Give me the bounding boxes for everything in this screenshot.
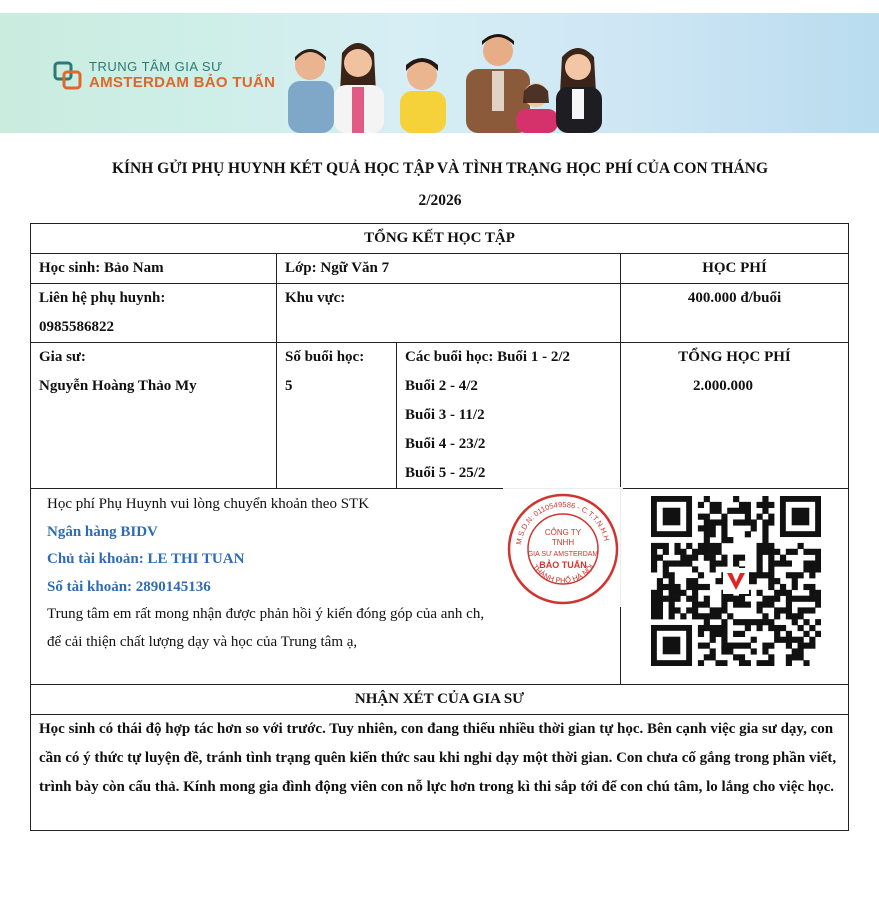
session-item: Các buổi học: Buổi 1 - 2/2: [405, 349, 571, 365]
parent-contact-cell: [31, 284, 277, 343]
svg-text:BẢO TUẤN: BẢO TUẤN: [539, 560, 587, 570]
summary-header: TỔNG KẾT HỌC TẬP: [31, 224, 849, 254]
stamp-ring-text: M.S.D.N: 0110549586 - C.T.T.N.H.H: [514, 499, 612, 546]
account-number: Số tài khoản: 2890145136: [47, 578, 211, 595]
qr-cell: [621, 489, 849, 685]
logo-line-2: AMSTERDAM BẢO TUẤN: [89, 74, 276, 91]
student-name: Học sinh: Bảo Nam: [31, 254, 277, 284]
area-cell: [277, 284, 621, 343]
company-stamp: [503, 487, 623, 607]
total-fee-cell: [621, 343, 849, 489]
sessions-cell: [277, 343, 397, 489]
parent-contact-label: Liên hệ phụ huynh:: [39, 290, 166, 306]
payment-intro: Học phí Phụ Huynh vui lòng chuyển khoản theo STK: [47, 496, 370, 512]
person-2: [334, 43, 384, 133]
class-name: Lớp: Ngữ Văn 7: [277, 254, 621, 284]
person-3: [400, 58, 446, 133]
svg-text:CÔNG TY: CÔNG TY: [544, 528, 582, 537]
session-item: Buổi 2 - 4/2: [405, 378, 478, 394]
bank-name: Ngân hàng BIDV: [47, 523, 158, 540]
parent-contact-phone: 0985586822: [39, 319, 114, 335]
banner-people-photo: [270, 13, 610, 133]
tutor-name: Nguyễn Hoàng Thảo My: [39, 378, 197, 394]
total-fee-label: TỔNG HỌC PHÍ: [678, 349, 791, 365]
sessions-label: Số buổi học:: [285, 349, 365, 365]
report-table: [30, 223, 849, 831]
qr-code-icon[interactable]: [651, 496, 821, 666]
document-title-month: 2/2026: [418, 192, 462, 209]
svg-text:TNHH: TNHH: [551, 538, 575, 547]
account-holder: Chủ tài khoản: LE THI TUAN: [47, 551, 245, 567]
session-list-cell: [397, 343, 621, 489]
svg-text:GIA SƯ AMSTERDAM: GIA SƯ AMSTERDAM: [527, 551, 599, 558]
total-fee-value: 2.000.000: [693, 378, 753, 394]
document-title: KÍNH GỬI PHỤ HUYNH KÉT QUẢ HỌC TẬP VÀ TÌNH TRẠNG HỌC PHÍ CỦA CON THÁNG: [111, 160, 769, 177]
session-item: Buổi 3 - 11/2: [405, 407, 485, 423]
session-item: Buổi 4 - 23/2: [405, 436, 486, 452]
person-6: [556, 48, 602, 133]
area-label: Khu vực:: [285, 290, 346, 306]
fee-per-session-cell: [621, 284, 849, 343]
feedback-note-2: để cải thiện chất lượng dạy và học của Trung tâm ạ,: [47, 633, 358, 650]
sessions-count: 5: [285, 378, 293, 394]
fee-per-session: 400.000 đ/buổi: [687, 290, 782, 306]
logo-icon: [53, 61, 83, 91]
header-banner: [0, 13, 879, 133]
session-item: Buổi 5 - 25/2: [405, 465, 486, 481]
person-1: [288, 49, 334, 133]
logo-line-1: TRUNG TÂM GIA SƯ: [89, 59, 223, 74]
fee-header: HỌC PHÍ: [621, 254, 849, 284]
payment-cell: [31, 489, 621, 685]
comments-header: NHẬN XÉT CỦA GIA SƯ: [31, 685, 849, 715]
feedback-note-1: Trung tâm em rất mong nhận được phản hồi ý kiến đóng góp của anh ch,: [47, 606, 485, 622]
tutor-cell: [31, 343, 277, 489]
tutor-label: Gia sư:: [39, 349, 86, 365]
tutor-comment: Học sinh có thái độ hợp tác hơn so với trước. Tuy nhiên, con đang thiếu nhiều thời gian tự học. Bên cạnh việc gia sư dạy, con cần có ý thức tự luyện đề, tránh tình trạng quên kiến thức sau khi nghỉ dạy một thời gian. Con chưa cố gắng trong phần viết, trình bày còn cẩu thả. Kính mong gia đình động viên con nỗ lực hơn trong kì thi sắp tới để con chú tâm, lo lắng cho việc học.: [31, 715, 849, 831]
stamp-bottom-text: THÀNH PHỐ HÀ NỘI: [530, 562, 596, 585]
